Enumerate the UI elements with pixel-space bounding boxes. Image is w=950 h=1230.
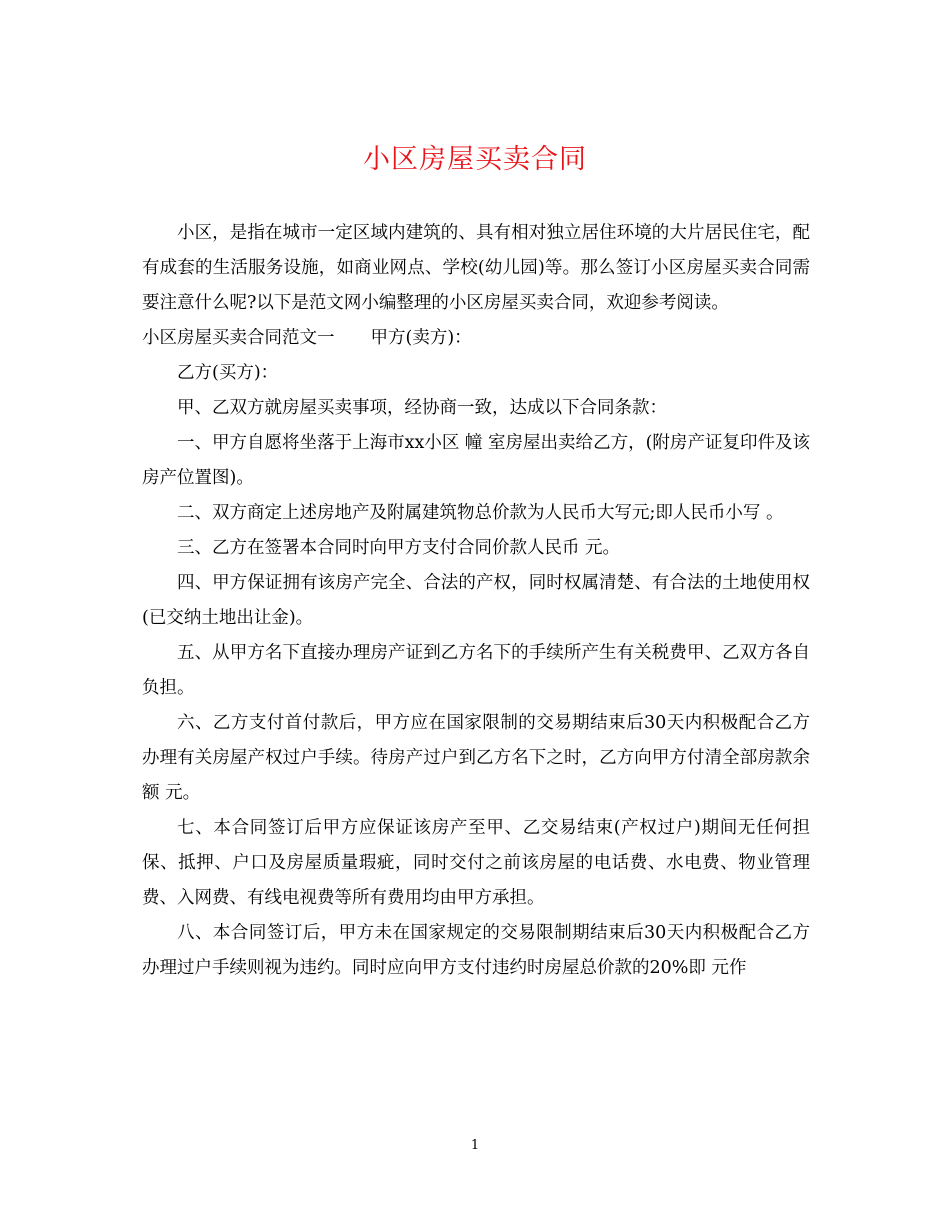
clause-3: 三、乙方在签署本合同时向甲方支付合同价款人民币 元。 (177, 538, 621, 558)
party-a-label: 甲方(卖方)： (370, 328, 472, 348)
clause-5: 五、从甲方名下直接办理房产证到乙方名下的手续所产生有关税费甲、乙双方各自负担。 (142, 643, 810, 698)
sample-heading-line (142, 321, 810, 356)
clause-7: 七、本合同签订后甲方应保证该房产至甲、乙交易结束(产权过户)期间无任何担保、抵押、户口及房屋质量瑕疵，同时交付之前该房屋的电话费、水电费、物业管理费、入网费、有线电视费等所有费用均由甲方承担。 (142, 818, 810, 908)
intro-paragraph: 小区，是指在城市一定区域内建筑的、具有相对独立居住环境的大片居民住宅，配有成套的生活服务设施，如商业网点、学校(幼儿园)等。那么签订小区房屋买卖合同需要注意什么呢?以下是范文网小编整理的小区房屋买卖合同，欢迎参考阅读。 (142, 223, 810, 313)
clause-8: 八、本合同签订后，甲方未在国家规定的交易限制期结束后30天内积极配合乙方办理过户手续则视为违约。同时应向甲方支付违约时房屋总价款的20%即 元作 (142, 923, 810, 978)
clause-1: 一、甲方自愿将坐落于上海市xx小区 幢 室房屋出卖给乙方，(附房产证复印件及该房产位置图)。 (142, 433, 810, 488)
clause-6: 六、乙方支付首付款后，甲方应在国家限制的交易期结束后30天内积极配合乙方办理有关房屋产权过户手续。待房产过户到乙方名下之时，乙方向甲方付清全部房款余额 元。 (142, 713, 810, 803)
sample-heading: 小区房屋买卖合同范文一 (142, 328, 335, 348)
clause-4: 四、甲方保证拥有该房产完全、合法的产权，同时权属清楚、有合法的土地使用权(已交纳土地出让金)。 (142, 573, 810, 628)
party-b-label: 乙方(买方)： (177, 363, 279, 383)
document-title: 小区房屋买卖合同 (363, 144, 587, 175)
clause-2: 二、双方商定上述房地产及附属建筑物总价款为人民币大写元;即人民币小写 。 (177, 503, 784, 523)
page-number: 1 (470, 1138, 480, 1153)
preamble-paragraph: 甲、乙双方就房屋买卖事项，经协商一致，达成以下合同条款： (177, 398, 667, 418)
document-body (142, 216, 810, 986)
